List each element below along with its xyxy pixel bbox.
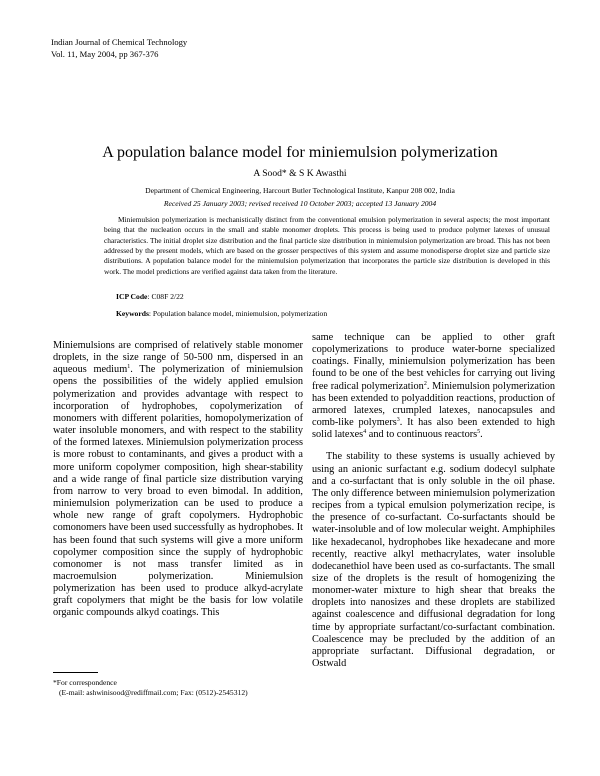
keywords — [116, 309, 327, 319]
affiliation: Department of Chemical Engineering, Harcourt Butler Technological Institute, Kanpur 208 002, India — [145, 186, 455, 195]
citation-ref: 1 — [127, 364, 131, 371]
keywords-label: Keywords — [116, 309, 149, 318]
journal-header — [51, 37, 187, 60]
footnote-contact: (E-mail: ashwinisood@rediffmail.com; Fax: (0512)-2545312) — [59, 688, 248, 697]
abstract-text: Miniemulsion polymerization is mechanistically distinct from the conventional emulsion polymerization in several aspects; the most important being that the nucleation occurs in the small and stable monomer droplets. This process is being used to produce polymer latexes of unusual characteristics. The initial droplet size distribution and the final particle size distribution in miniemulsion polymerization are broad. This has not been addressed by the present models, which are based on the grosser perspectives of this system and assume monodisperse droplet size and particle size distributions. A population balance model for the miniemulsion polymerization that incorporates the particle size distribution is developed in this work. The model predictions are verified against data taken from the literature. — [104, 215, 550, 276]
abstract — [104, 215, 550, 277]
paper-title: A population balance model for miniemulsion polymerization — [102, 144, 498, 161]
icp-code-label: ICP Code — [116, 292, 148, 301]
icp-code-value: : C08F 2/22 — [147, 292, 184, 301]
keywords-value: : Population balance model, miniemulsion, polymerization — [148, 309, 328, 318]
received-dates: Received 25 January 2003; revised received 10 October 2003; accepted 13 January 2004 — [163, 199, 437, 208]
citation-ref: 5 — [477, 429, 481, 436]
body-column-left — [53, 340, 303, 620]
footnote-divider — [53, 672, 98, 673]
journal-volume-info: Vol. 11, May 2004, pp 367-376 — [51, 48, 159, 59]
citation-ref: 4 — [363, 429, 367, 436]
citation-ref: 2 — [423, 380, 427, 387]
journal-name: Indian Journal of Chemical Technology — [51, 37, 188, 47]
body-column-right — [312, 332, 555, 670]
paragraph: The stability to these systems is usually achieved by using an anionic surfactant e.g. sodium dodecyl sulphate and a co-surfactant that is only soluble in the oil phase. The only difference between miniemulsion polymerization recipes from a typical emulsion polymerization recipe, is the presence of co-surfactant. Co-surfactants should be water-insoluble and of low molecular weight. Amphiphiles like hexadecanol, hydrophobes like hexadecane and more recently, reactive alkyl methacrylates, water insoluble dodecanethiol have been used as co-surfactants. The small size of the droplets is the result of homogenizing the monomer-water mixture to high shear that breaks the droplets into nanosizes and these droplets are stabilized against coalescence and diffusional degradation for long time by appropriate surfactant/co-surfactant combination. Coalescence may be precluded by the addition of an appropriate surfactant. Diffusional degradation, or Ostwald — [312, 451, 555, 670]
paragraph: Miniemulsions are comprised of relatively stable monomer droplets, in the size range of 50-500 nm, dispersed in an aqueous medium$^1$. The polymerization of miniemulsion opens the possibilities of the widely applied emulsion polymerization and provides advantage with respect to incorporation of hydrophobes, copolymerization of monomers with different polarities, homopolymerization of water insoluble monomers, and with respect to the stability of the formed latexes. Miniemulsion polymerization process is more robust to contaminants, and gives a product with a more uniform copolymer composition, high shear-stability and a wide range of final particle size distribution varying from narrow to very broad to even bimodal. In addition, miniemulsion polymerization can be used to produce a whole new range of graft copolymers. Hydrophobic comonomers have been used successfully as hydrophobes. It has been found that such systems will give a more uniform copolymer composition since the supply of hydrophobic comonomer is not mass transfer limited as in macroemulsion polymerization. Miniemulsion polymerization has been used to produce alkyd-acrylate graft copolymers that might be the basis for low volatile organic compounds alkyd coatings. This — [53, 340, 303, 619]
paragraph: same technique can be applied to other graft copolymerizations to produce water-borne specialized coatings. Finally, miniemulsion polymerization has been found to be one of the best vehicles for carrying out living free radical polymerization$^2$. Miniemulsion polymerization has been extended to polyaddition reactions, production of armored latexes, crumpled latexes, nanocapsules and comb-like polymers$^3$. It has also been extended to high solid latexes$^4$ and to continuous reactors$^5$. — [312, 332, 555, 441]
icp-code — [116, 292, 184, 302]
citation-ref: 3 — [396, 417, 400, 424]
footnote — [53, 678, 248, 698]
footnote-label: *For correspondence — [53, 678, 117, 687]
authors: A Sood* & S K Awasthi — [253, 168, 347, 179]
